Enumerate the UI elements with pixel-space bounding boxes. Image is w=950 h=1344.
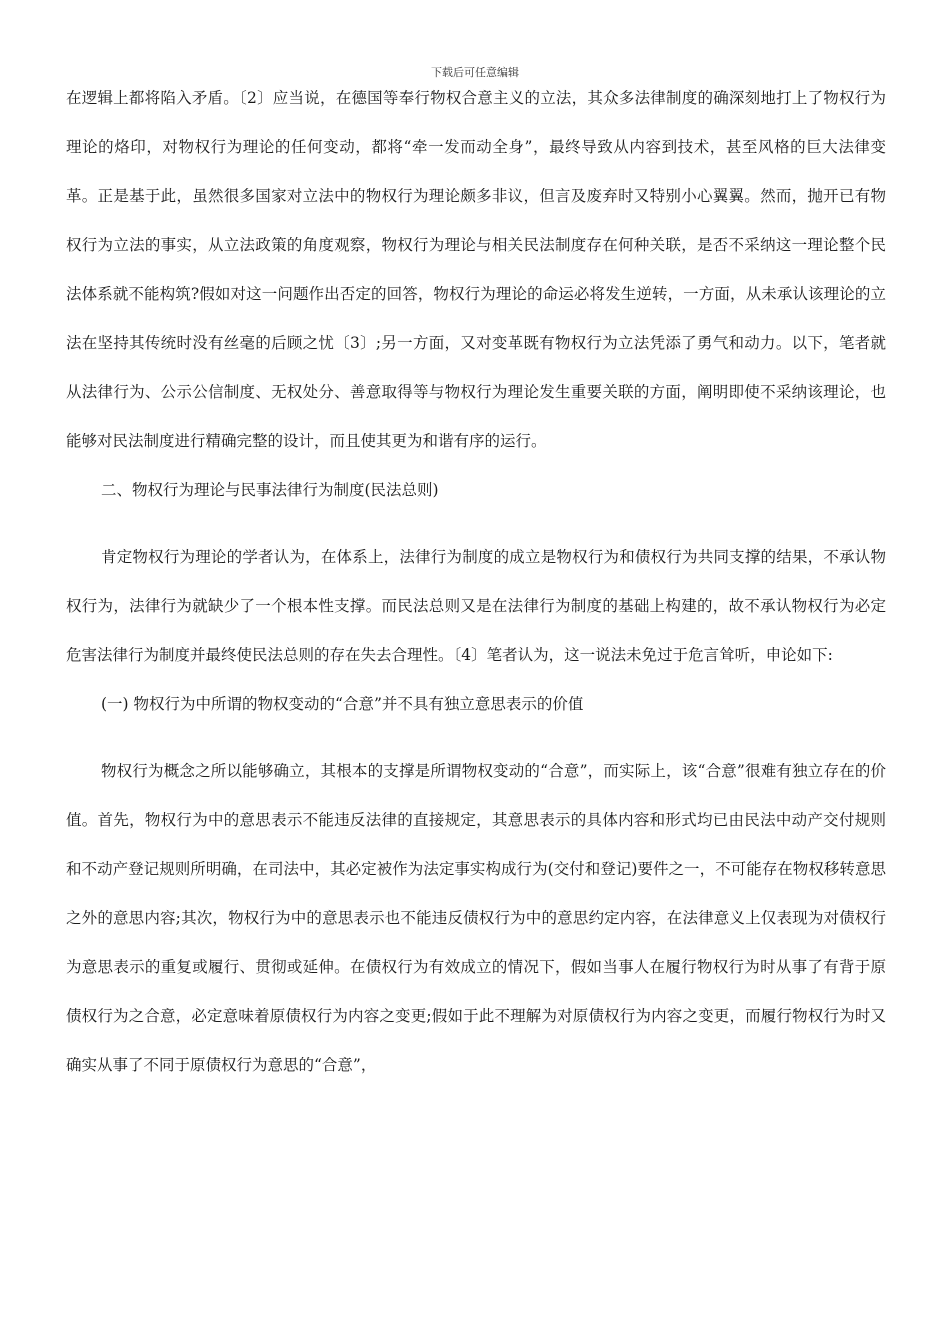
header-note: 下载后可任意编辑 (431, 66, 519, 79)
subsection-heading-1: (一) 物权行为中所谓的物权变动的“合意”并不具有独立意思表示的价值 (101, 695, 584, 713)
paragraph-1: 在逻辑上都将陷入矛盾。〔2〕应当说，在德国等奉行物权合意主义的立法，其众多法律制度的确深刻地打上了物权行为理论的烙印，对物权行为理论的任何变动，都将“牵一发而动全身”，最终导致从内容到技术，甚至风格的巨大法律变革。正是基于此，虽然很多国家对立法中的物权行为理论颇多非议，但言及废弃时又特别小心翼翼。然而，抛开已有物权行为立法的事实，从立法政策的角度观察，物权行为理论与相关民法制度存在何种关联，是否不采纳这一理论整个民法体系就不能构筑?假如对这一问题作出否定的回答，物权行为理论的命运必将发生逆转，一方面，从未承认该理论的立法在坚持其传统时没有丝毫的后顾之忧〔3〕;另一方面，又对变革既有物权行为立法凭添了勇气和动力。以下，笔者就从法律行为、公示公信制度、无权处分、善意取得等与物权行为理论发生重要关联的方面，阐明即使不采纳该理论，也能够对民法制度进行精确完整的设计，而且使其更为和谐有序的运行。 (66, 89, 886, 450)
paragraph-2: 肯定物权行为理论的学者认为，在体系上，法律行为制度的成立是物权行为和债权行为共同支撑的结果，不承认物权行为，法律行为就缺少了一个根本性支撑。而民法总则又是在法律行为制度的基础上构建的，故不承认物权行为必定危害法律行为制度并最终使民法总则的存在失去合理性。〔4〕笔者认为，这一说法未免过于危言耸听，申论如下: (66, 548, 886, 664)
paragraph-3: 物权行为概念之所以能够确立，其根本的支撑是所谓物权变动的“合意”，而实际上，该“合意”很难有独立存在的价值。首先，物权行为中的意思表示不能违反法律的直接规定，其意思表示的具体内容和形式均已由民法中动产交付规则和不动产登记规则所明确，在司法中，其必定被作为法定事实构成行为(交付和登记)要件之一，不可能存在物权移转意思之外的意思内容;其次，物权行为中的意思表示也不能违反债权行为中的意思约定内容，在法律意义上仅表现为对债权行为意思表示的重复或履行、贯彻或延伸。在债权行为有效成立的情况下，假如当事人在履行物权行为时从事了有背于原债权行为之合意，必定意味着原债权行为内容之变更;假如于此不理解为对原债权行为内容之变更，而履行物权行为时又确实从事了不同于原债权行为意思的“合意”， (66, 762, 886, 1074)
document-body (66, 74, 886, 1090)
section-heading-2: 二、物权行为理论与民事法律行为制度(民法总则) (101, 481, 439, 499)
